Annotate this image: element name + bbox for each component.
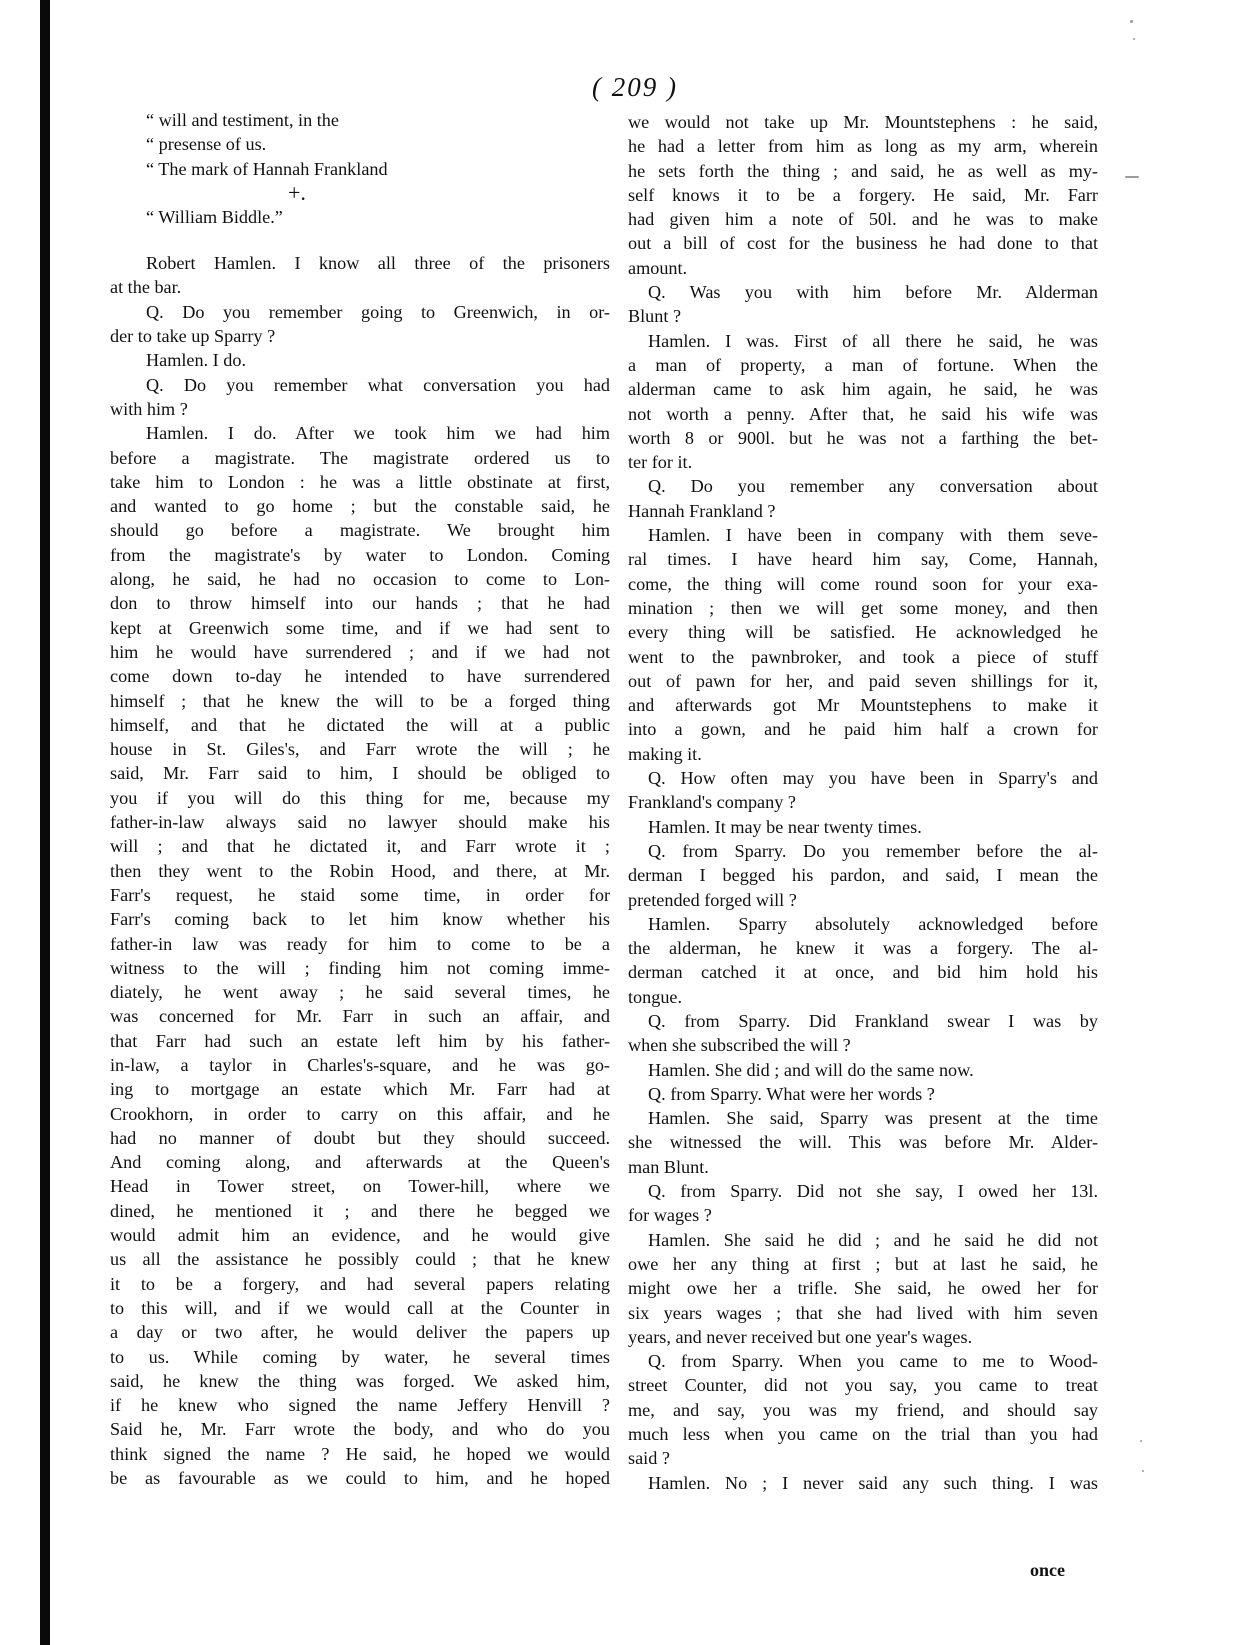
- text-line: Head in Tower street, on Tower-hill, where we: [110, 1176, 610, 1197]
- text-line: Hamlen. I was. First of all there he said, he was: [648, 330, 1098, 351]
- text-line: Hamlen. Sparry absolutely acknowledged before: [648, 913, 1098, 934]
- text-line: we would not take up Mr. Mountstephens : he said,: [628, 112, 1098, 132]
- text-line: worth 8 or 900l. but he was not a farthing the bet-: [628, 427, 1098, 448]
- text-line: kept at Greenwich some time, and if we had sent to: [110, 617, 610, 638]
- text-line: dined, he mentioned it ; and there he begged we: [110, 1200, 610, 1221]
- text-line: that Farr had such an estate left him by his father-: [110, 1030, 610, 1051]
- text-line: Q. from Sparry. Do you remember before the al-: [648, 840, 1098, 861]
- text-line: Said he, Mr. Farr wrote the body, and who do you: [110, 1419, 610, 1440]
- text-line: said, Mr. Farr said to him, I should be obliged to: [110, 763, 610, 784]
- text-line: himself ; that he knew the will to be a forged thing: [110, 690, 610, 711]
- text-line: at the bar.: [110, 277, 182, 298]
- text-line: Q. How often may you have been in Sparry's and: [648, 768, 1098, 789]
- text-line: was concerned for Mr. Farr in such an affair, and: [110, 1006, 610, 1027]
- text-line: take him to London : he was a little obstinate at first,: [110, 471, 610, 492]
- text-line: “ presense of us.: [146, 134, 267, 155]
- margin-speck: [1140, 1440, 1142, 1442]
- text-line: might owe her a trifle. She said, he owed her for: [628, 1278, 1098, 1299]
- text-line: me, and say, you was my friend, and should say: [628, 1399, 1098, 1420]
- text-line: it to be a forgery, and had several papers relating: [110, 1273, 610, 1294]
- text-line: then they went to the Robin Hood, and there, at Mr.: [110, 860, 610, 881]
- catchword: once: [1030, 1560, 1065, 1580]
- text-line: And coming along, and afterwards at the Queen's: [110, 1152, 610, 1173]
- text-line: into a gown, and he paid him half a crown for: [628, 719, 1098, 740]
- text-line: Frankland's company ?: [628, 792, 796, 813]
- text-line: “ will and testiment, in the: [146, 110, 339, 130]
- text-line: Farr's request, he staid some time, in order for: [110, 884, 610, 905]
- text-line: you if you will do this thing for me, because my: [110, 787, 610, 808]
- text-line: come, the thing will come round soon for your exa-: [628, 573, 1098, 594]
- text-line: ing to mortgage an estate which Mr. Farr had at: [110, 1079, 610, 1100]
- text-line: “ The mark of Hannah Frankland: [146, 158, 388, 179]
- text-line: if he knew who signed the name Jeffery Henvill ?: [110, 1395, 610, 1416]
- text-line: years, and never received but one year's wages.: [628, 1326, 973, 1347]
- text-line: making it.: [628, 743, 702, 764]
- left-column: [110, 108, 610, 1490]
- text-line: for wages ?: [628, 1205, 712, 1226]
- text-line: before a magistrate. The magistrate ordered us to: [110, 447, 610, 468]
- text-line: should go before a magistrate. We brought him: [110, 520, 610, 541]
- text-line: Hamlen. I do. After we took him we had him: [146, 423, 610, 444]
- text-line: us all the assistance he possibly could ; that he knew: [110, 1249, 610, 1270]
- text-line: ral times. I have heard him say, Come, Hannah,: [628, 549, 1098, 570]
- text-line: Crookhorn, in order to carry on this affair, and he: [110, 1103, 610, 1124]
- text-line: house in St. Giles's, and Farr wrote the will ; he: [110, 739, 610, 760]
- page-number: ( 209 ): [592, 72, 678, 102]
- text-line: ter for it.: [628, 452, 693, 473]
- margin-speck: [1142, 1470, 1144, 1472]
- text-line: Hamlen. No ; I never said any such thing. I was: [648, 1472, 1098, 1493]
- text-line: would admit him an evidence, and he would give: [110, 1225, 610, 1246]
- text-line: Hamlen. She said, Sparry was present at the time: [648, 1108, 1098, 1129]
- binding-gutter: [40, 0, 50, 1645]
- text-line: Hamlen. It may be near twenty times.: [648, 816, 922, 837]
- text-line: street Counter, did not you say, you came to treat: [628, 1375, 1098, 1396]
- text-line: himself, and that he dictated the will at a public: [110, 714, 610, 735]
- text-line: him he would have surrendered ; and if we had not: [110, 641, 610, 662]
- text-line: much less when you came on the trial than you had: [628, 1424, 1098, 1445]
- text-line: from the magistrate's by water to London. Coming: [110, 544, 610, 565]
- text-line: Hannah Frankland ?: [628, 500, 776, 521]
- text-line: said, he knew the thing was forged. We asked him,: [110, 1370, 610, 1391]
- text-line: Q. Do you remember any conversation about: [648, 476, 1098, 497]
- text-line: Q. Was you with him before Mr. Alderman: [648, 282, 1098, 303]
- margin-speck: [1125, 176, 1139, 178]
- margin-speck: [1130, 20, 1133, 23]
- text-line: went to the pawnbroker, and took a piece of stuff: [628, 646, 1098, 667]
- text-line: Q. Do you remember going to Greenwich, in or-: [146, 301, 610, 322]
- text-line: with him ?: [110, 398, 188, 419]
- text-line: “ William Biddle.”: [146, 206, 283, 227]
- text-line: every thing will be satisfied. He acknowledged he: [628, 622, 1098, 643]
- text-line: think signed the name ? He said, he hoped we would: [110, 1443, 610, 1464]
- text-line: Hamlen. She said he did ; and he said he did not: [648, 1229, 1098, 1250]
- text-line: out a bill of cost for the business he had done to that: [628, 233, 1098, 254]
- text-line: derman I begged his pardon, and said, I mean the: [628, 865, 1098, 886]
- paragraph-gap: [110, 229, 610, 251]
- text-line: Hamlen. She did ; and will do the same now.: [648, 1059, 974, 1080]
- right-column: [628, 110, 1098, 1495]
- text-line: witness to the will ; finding him not coming imme-: [110, 957, 610, 978]
- text-line: and afterwards got Mr Mountstephens to make it: [628, 695, 1098, 716]
- text-line: Q. from Sparry. Did not she say, I owed her 13l.: [648, 1181, 1098, 1202]
- text-line: man Blunt.: [628, 1156, 709, 1177]
- text-line: come down to-day he intended to have surrendered: [110, 666, 610, 687]
- text-line: father-in law was ready for him to come to be a: [110, 933, 610, 954]
- text-line: Q. from Sparry. When you came to me to Wood-: [648, 1351, 1098, 1372]
- text-line: tongue.: [628, 986, 683, 1007]
- text-line: Blunt ?: [628, 306, 682, 327]
- text-line: +.: [288, 179, 306, 205]
- text-line: Hamlen. I have been in company with them seve-: [648, 525, 1098, 546]
- margin-speck: [1133, 38, 1135, 40]
- text-line: to us. While coming by water, he several times: [110, 1346, 610, 1367]
- text-line: in-law, a taylor in Charles's-square, and he was go-: [110, 1054, 610, 1075]
- text-line: out of pawn for her, and paid seven shillings for it,: [628, 670, 1098, 691]
- text-line: and wanted to go home ; but the constable said, he: [110, 496, 610, 517]
- text-line: amount.: [628, 257, 688, 278]
- text-line: he had a letter from him as long as my arm, wherein: [628, 136, 1098, 157]
- text-line: Robert Hamlen. I know all three of the prisoners: [146, 253, 610, 274]
- text-line: be as favourable as we could to him, and he hoped: [110, 1468, 610, 1489]
- text-line: Hamlen. I do.: [146, 350, 247, 371]
- text-line: six years wages ; that she had lived with him seven: [628, 1302, 1098, 1323]
- text-line: diately, he went away ; he said several times, he: [110, 982, 610, 1003]
- text-line: mination ; then we will get some money, and then: [628, 597, 1098, 618]
- text-line: not worth a penny. After that, he said his wife was: [628, 403, 1098, 424]
- text-line: Farr's coming back to let him know whether his: [110, 909, 610, 930]
- text-line: father-in-law always said no lawyer should make his: [110, 812, 610, 833]
- text-line: owe her any thing at first ; but at last he said, he: [628, 1253, 1098, 1274]
- text-line: alderman came to ask him again, he said, he was: [628, 379, 1098, 400]
- text-line: don to throw himself into our hands ; that he had: [110, 593, 610, 614]
- text-line: a man of property, a man of fortune. When the: [628, 354, 1098, 375]
- text-line: self knows it to be a forgery. He said, Mr. Farr: [628, 184, 1098, 205]
- text-line: pretended forged will ?: [628, 889, 797, 910]
- text-line: he sets forth the thing ; and said, he as well as my-: [628, 160, 1098, 181]
- text-line: a day or two after, he would deliver the papers up: [110, 1322, 610, 1343]
- text-line: derman catched it at once, and bid him hold his: [628, 962, 1098, 983]
- text-line: said ?: [628, 1448, 670, 1469]
- text-line: she witnessed the will. This was before Mr. Alder-: [628, 1132, 1098, 1153]
- text-line: Q. from Sparry. What were her words ?: [648, 1083, 935, 1104]
- text-line: had given him a note of 50l. and he was to make: [628, 209, 1098, 230]
- text-line: the alderman, he knew it was a forgery. The al-: [628, 938, 1098, 959]
- text-line: Q. Do you remember what conversation you had: [146, 374, 610, 395]
- text-line: will ; and that he dictated it, and Farr wrote it ;: [110, 836, 610, 857]
- text-line: had no manner of doubt but they should succeed.: [110, 1127, 610, 1148]
- text-line: to this will, and if we would call at the Counter in: [110, 1297, 610, 1318]
- text-line: when she subscribed the will ?: [628, 1035, 851, 1056]
- text-line: der to take up Sparry ?: [110, 326, 276, 347]
- text-line: Q. from Sparry. Did Frankland swear I was by: [648, 1010, 1098, 1031]
- text-line: along, he said, he had no occasion to come to Lon-: [110, 569, 610, 590]
